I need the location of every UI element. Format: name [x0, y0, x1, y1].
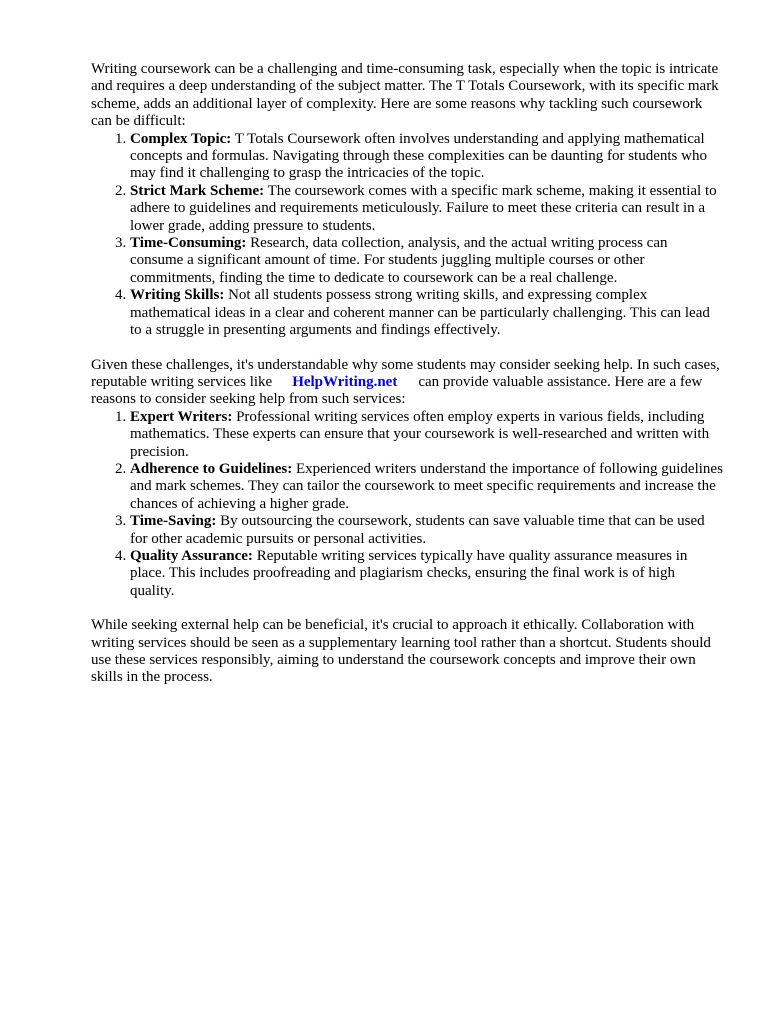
- list-item-quality-assurance: [130, 548, 723, 600]
- reasons-list: [91, 409, 723, 600]
- list-item-text: Experienced writers understand the importance of following guidelines and mark schemes. They can tailor the coursework to meet specific requirements and increase the chances of achieving a higher grade.: [130, 460, 723, 512]
- help-paragraph: [91, 357, 723, 409]
- list-item-term: Time-Consuming:: [130, 235, 247, 252]
- list-item-time-saving: [130, 513, 723, 548]
- list-item-time-consuming: [130, 235, 723, 287]
- list-item-writing-skills: [130, 287, 723, 339]
- list-item-term: Time-Saving:: [130, 513, 217, 530]
- list-item-text: Research, data collection, analysis, and the actual writing process can consume a significant amount of time. For students juggling multiple courses or other commitments, finding the time to dedicate to coursework can be a real challenge.: [130, 235, 668, 286]
- list-item-complex-topic: [130, 131, 723, 183]
- list-item-term: Strict Mark Scheme:: [130, 182, 265, 199]
- list-item-text: Professional writing services often employ experts in various fields, including mathematics. These experts can ensure that your coursework is well-researched and written with precision.: [130, 408, 710, 460]
- list-item-text: The coursework comes with a specific mark scheme, making it essential to adhere to guidelines and requirements meticulously. Failure to meet these criteria can result in a lower grade, adding pressure to students.: [130, 182, 717, 234]
- list-item-term: Complex Topic:: [130, 130, 232, 147]
- intro-paragraph: Writing coursework can be a challenging and time-consuming task, especially when the topic is intricate and requires a deep understanding of the subject matter. The T Totals Coursework, with its specific mark scheme, adds an additional layer of complexity. Here are some reasons why tackling such coursework can be difficult:: [91, 61, 719, 130]
- list-item-term: Quality Assurance:: [130, 547, 253, 564]
- list-item-text: Not all students possess strong writing skills, and expressing complex mathematical ideas in a clear and coherent manner can be particularly challenging. This can lead to a struggle in presenting arguments and findings effectively.: [130, 287, 710, 339]
- list-item-adherence-to-guidelines: [130, 461, 723, 513]
- list-item-text: T Totals Coursework often involves understanding and applying mathematical concepts and formulas. Navigating through these complexities can be daunting for students who may find it challenging to grasp the intricacies of the topic.: [130, 130, 707, 182]
- list-item-term: Expert Writers:: [130, 408, 233, 425]
- conclusion-paragraph: While seeking external help can be beneficial, it's crucial to approach it ethically. Collaboration with writing services should be seen as a supplementary learning tool rather than a shortcut. Students should use these services responsibly, aiming to understand the coursework concepts and improve their own skills in the process.: [91, 617, 711, 686]
- list-item-term: Adherence to Guidelines:: [130, 460, 293, 477]
- list-item-expert-writers: [130, 409, 723, 461]
- list-item-strict-mark-scheme: [130, 183, 723, 235]
- list-item-text: By outsourcing the coursework, students can save valuable time that can be used for other academic pursuits or personal activities.: [130, 513, 705, 547]
- list-item-text: Reputable writing services typically have quality assurance measures in place. This includes proofreading and plagiarism checks, ensuring the final work is of high quality.: [130, 547, 688, 599]
- help-text-before-link: Given these challenges, it's understandable why some students may consider seeking help. In such cases, reputable writing services like: [91, 356, 720, 390]
- helpwriting-link[interactable]: HelpWriting.net: [292, 373, 398, 390]
- difficulties-list: [91, 131, 723, 340]
- document-page: [91, 61, 723, 687]
- help-text-after-link: can provide valuable assistance. Here are a few reasons to consider seeking help from such services:: [91, 373, 703, 408]
- list-item-term: Writing Skills:: [130, 287, 225, 304]
